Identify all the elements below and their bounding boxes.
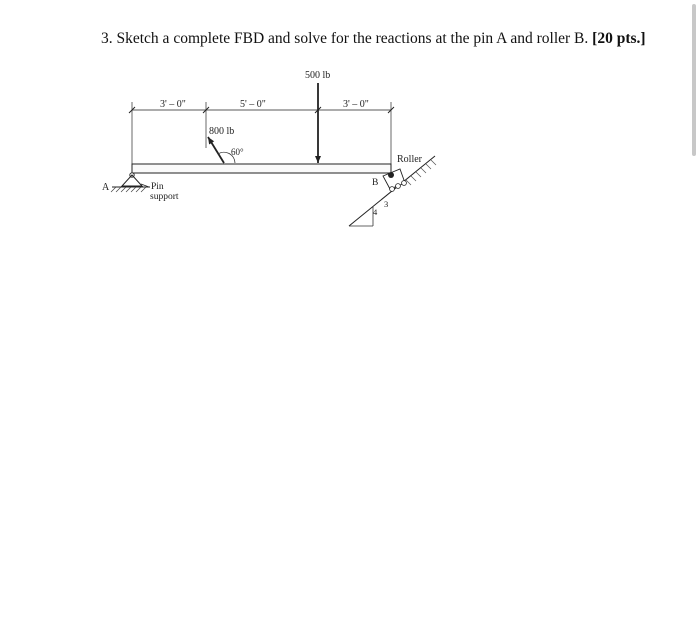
pin-support-label-line2: support	[150, 192, 179, 202]
slope-rise-label: 3	[384, 199, 389, 209]
pin-support-label-line1: Pin	[151, 182, 164, 192]
angle-label: 60°	[231, 147, 244, 157]
question-points: [20 pts.]	[592, 30, 646, 47]
dimension-label-1: 3' – 0"	[160, 99, 186, 110]
pin-support	[111, 173, 150, 192]
inclined-force-label: 800 lb	[209, 126, 235, 137]
slope-run-label: 4	[373, 207, 378, 217]
scrollbar[interactable]	[692, 4, 696, 156]
dimension-label-2: 5' – 0"	[240, 99, 266, 110]
point-b-label: B	[372, 178, 379, 188]
vertical-force-label: 500 lb	[305, 70, 331, 81]
dimension-label-3: 3' – 0"	[343, 99, 369, 110]
beam	[132, 164, 391, 173]
roller-label: Roller	[397, 154, 422, 165]
dimension-extension-lines	[132, 102, 391, 164]
inclined-force-arrow	[208, 137, 224, 163]
point-a-label: A	[102, 182, 110, 193]
question-body: 3. Sketch a complete FBD and solve for the reactions at the pin A and roller B.	[101, 30, 593, 47]
